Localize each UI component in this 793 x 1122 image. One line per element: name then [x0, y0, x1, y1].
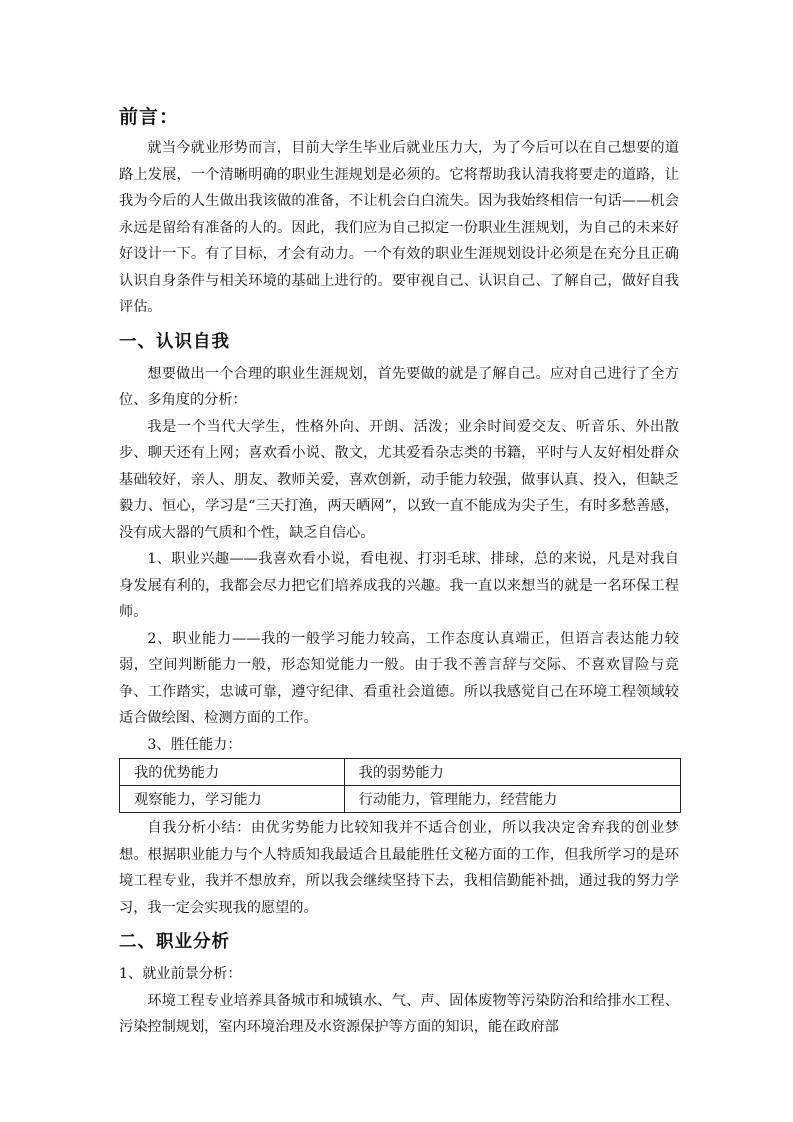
- career-ability-paragraph: 2、职业能力——我的一般学习能力较高，工作态度认真端正，但语言表达能力较弱，空间判断能力一般，形态知觉能力一般。由于我不善言辞与交际、不喜欢冒险与竞争、工作踏实，忠诚可靠，遵守纪律、看重社会道德。所以我感觉自己在环境工程领域较适合做绘图、检测方面的工作。: [119, 630, 679, 726]
- section-2-heading: 二、职业分析: [119, 932, 230, 952]
- document-body: [119, 104, 679, 1041]
- section-1-heading: 一、认识自我: [119, 331, 230, 352]
- self-analysis-intro: 想要做出一个合理的职业生涯规划，首先要做的就是了解自己。应对自己进行了全方位、多角度的分析：: [119, 365, 679, 408]
- competence-label: 3、胜任能力：: [147, 736, 242, 753]
- table-header-row: [120, 759, 681, 786]
- table-row: [120, 786, 681, 813]
- table-cell-strengths-header: 我的优势能力: [120, 759, 345, 786]
- table-cell-weaknesses-header: 我的弱势能力: [344, 759, 680, 786]
- self-description-paragraph: 我是一个当代大学生，性格外向、开朗、活泼；业余时间爱交友、听音乐、外出散步、聊天还有上网；喜欢看小说、散文，尤其爱看杂志类的书籍，平时与人友好相处群众基础较好，亲人、朋友、教师关爱，喜欢创新，动手能力较强，做事认真、投入，但缺乏毅力、恒心，学习是“三天打渔，两天晒网”，以致一直不能成为尖子生，有时多愁善感，没有成大器的气质和个性，缺乏自信心。: [119, 418, 679, 541]
- ability-table: [119, 758, 681, 813]
- career-interest-paragraph: 1、职业兴趣——我喜欢看小说，看电视、打羽毛球、排球，总的来说，凡是对我自身发展有利的，我都会尽力把它们培养成我的兴趣。我一直以来想当的就是一名环保工程师。: [119, 551, 679, 620]
- self-analysis-summary: 自我分析小结：由优劣势能力比较知我并不适合创业，所以我决定舍弃我的创业梦想。根据职业能力与个人特质知我最适合且最能胜任文秘方面的工作，但我所学习的是环境工程专业，我并不想放弃，所以我会继续坚持下去，我相信勤能补拙，通过我的努力学习，我一定会实现我的愿望的。: [119, 820, 679, 916]
- employment-prospects-paragraph: 环境工程专业培养具备城市和城镇水、气、声、固体废物等污染防治和给排水工程、污染控制规划，室内环境治理及水资源保护等方面的知识，能在政府部: [119, 992, 679, 1035]
- preface-paragraph: 就当今就业形势而言，目前大学生毕业后就业压力大，为了今后可以在自己想要的道路上发展，一个清晰明确的职业生涯规划是必须的。它将帮助我认清我将要走的道路，让我为今后的人生做出我该做的准备，不让机会白白流失。因为我始终相信一句话——机会永远是留给有准备的人的。因此，我们应为自己拟定一份职业生涯规划，为自己的未来好好设计一下。有了目标，才会有动力。一个有效的职业生涯规划设计必须是在充分且正确认识自身条件与相关环境的基础上进行的。要审视自己、认识自己、了解自己，做好自我评估。: [119, 140, 679, 315]
- table-cell-strengths: 观察能力，学习能力: [120, 786, 345, 813]
- employment-prospects-label: 1、就业前景分析：: [119, 966, 242, 982]
- table-cell-weaknesses: 行动能力，管理能力，经营能力: [344, 786, 680, 813]
- preface-heading: 前言：: [119, 106, 180, 128]
